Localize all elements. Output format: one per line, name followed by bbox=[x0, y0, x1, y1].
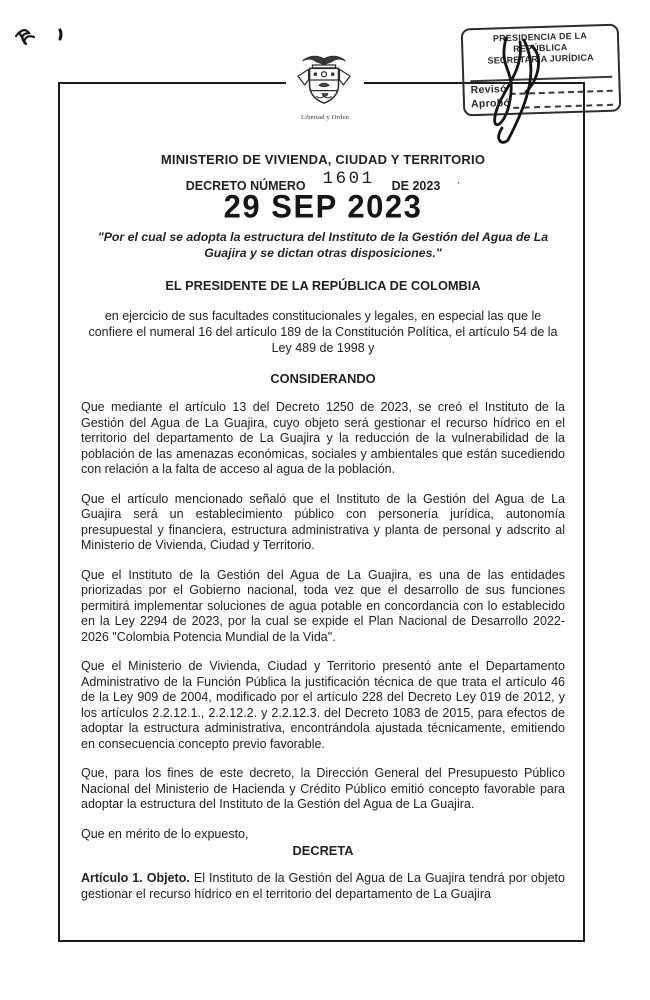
article-1-label: Artículo 1. Objeto. bbox=[81, 871, 190, 886]
ink-scribble-marks bbox=[8, 22, 78, 58]
stray-dot: · bbox=[457, 178, 461, 188]
reviso-signature-line bbox=[510, 80, 613, 95]
reviso-label: Revisó bbox=[470, 83, 508, 97]
aprobo-signature-line bbox=[513, 94, 613, 109]
decree-prefix: DECRETO NÚMERO bbox=[185, 179, 306, 193]
decree-number-stamp: 1601 bbox=[322, 169, 375, 189]
merito-line: Que en mérito de lo expuesto, bbox=[81, 826, 249, 841]
coat-of-arms-caption: Libertad y Orden bbox=[301, 114, 349, 121]
authority-heading: EL PRESIDENTE DE LA REPÚBLICA DE COLOMBIA bbox=[165, 278, 481, 293]
stamp-line-2: SECRETARÍA JURÍDICA bbox=[487, 52, 594, 66]
recital-paragraph: Que mediante el artículo 13 del Decreto 1250 de 2023, se creó el Instituto de la Gestión del Agua de La Guajira, cuyo objeto será gestionar el recurso hídrico en el territorio del departamento de La Guajira y la reducción de la vulnerabilidad de la población de las amenazas económicas, sociales y ambientales que están sucediendo con relación a la falta de acceso al agua de la población. bbox=[81, 400, 565, 477]
considerando-heading: CONSIDERANDO bbox=[270, 371, 376, 387]
document-frame bbox=[58, 82, 585, 942]
decree-year: DE 2023 bbox=[391, 179, 441, 193]
presidencia-stamp bbox=[461, 24, 622, 117]
date-stamp: 29 SEP 2023 bbox=[223, 187, 423, 226]
recital-paragraph: Que el Instituto de la Gestión del Agua de La Guajira, es una de las entidades priorizadas por el Gobierno nacional, toda vez que el desarrollo de sus funciones permitirá implementar soluciones de agua potable en concordancia con lo establecido en la Ley 2294 de 2023, por la cual se expide el Plan Nacional de Desarrollo 2022-2026 "Colombia Potencia Mundial de la Vida". bbox=[81, 567, 565, 644]
decree-subject: "Por el cual se adopta la estructura del Instituto de la Gestión del Agua de La Guajira y se dictan otras disposiciones." bbox=[97, 230, 549, 260]
recital-paragraph: Que el Ministerio de Vivienda, Ciudad y Territorio presentó ante el Departamento Administrativo de la Función Pública la justificación técnica de que trata el artículo 46 de la Ley 909 de 2004, modificado por el artículo 228 del Decreto Ley 019 de 2012, y los artículos 2.2.12.1., 2.2.12.2. y 2.2.12.3. del Decreto 1083 de 2015, para efectos de adoptar la estructura administrativa, encontrándola ajustada técnicamente, emitiendo en consecuencia concepto previo favorable. bbox=[81, 659, 565, 751]
recital-paragraph: Que el artículo mencionado señaló que el Instituto de la Gestión del Agua de La Guajira será un establecimiento público con personería jurídica, autonomía presupuestal y financiera, estructura administrativa y planta de personal y adscrito al Ministerio de Vivienda, Ciudad y Territorio. bbox=[81, 491, 565, 553]
article-1-paragraph bbox=[81, 871, 565, 902]
aprobo-label: Aprobó bbox=[470, 96, 511, 111]
coat-of-arms bbox=[286, 52, 364, 121]
stamp-line-1: PRESIDENCIA DE LA REPÚBLICA bbox=[492, 30, 588, 54]
decreta-heading: DECRETA bbox=[292, 843, 354, 859]
stamp-aprobo-row bbox=[471, 94, 613, 110]
preamble-paragraph: en ejercicio de sus facultades constitucionales y legales, en especial las que le confiere el numeral 16 del artículo 189 de la Constitución Política, el artículo 54 de la Ley 489 de 1998 y bbox=[88, 309, 558, 355]
colombia-coat-of-arms-icon bbox=[296, 52, 354, 108]
article-1-text: El Instituto de la Gestión del Agua de La Guajira tendrá por objeto gestionar el recurso hídrico en el territorio del departamento de La Guajira bbox=[81, 871, 565, 901]
recital-paragraph: Que, para los fines de este decreto, la Dirección General del Presupuesto Público Nacional del Ministerio de Hacienda y Crédito Público emitió concepto favorable para adoptar la estructura del Instituto de la Gestión del Agua de La Guajira. bbox=[81, 766, 565, 812]
ministry-title: MINISTERIO DE VIVIENDA, CIUDAD Y TERRITORIO bbox=[160, 152, 486, 167]
